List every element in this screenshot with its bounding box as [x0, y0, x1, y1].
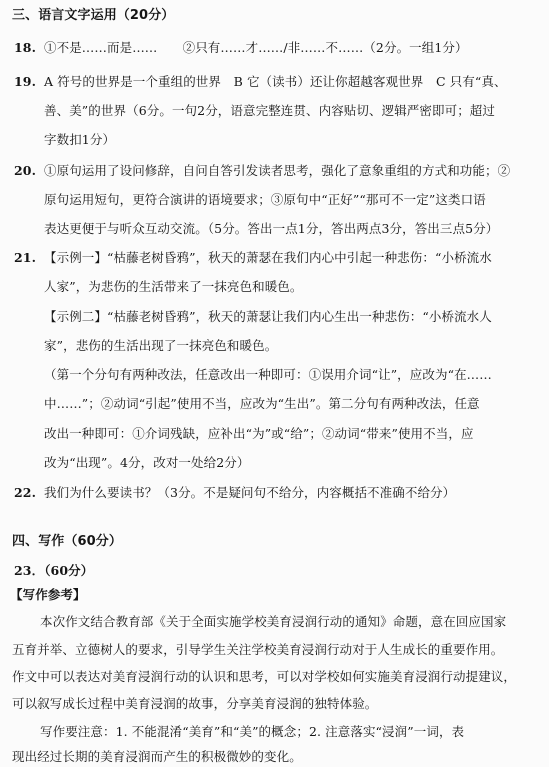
q19-line: A 符号的世界是一个重组的世界 B 它（读书）还让你超越客观世界 C 只有“真、	[44, 74, 507, 89]
q22-answer: 我们为什么要读书？（3分。不是疑问句不给分，内容概括不准确不给分）	[44, 485, 456, 500]
q20-line: 原句运用短句，更符合演讲的语境要求；③原句中“正好”“那可不一定”这类口语	[44, 192, 486, 207]
q20-line: ①原句运用了设问修辞，自问自答引发读者思考，强化了意象重组的方式和功能；②	[44, 163, 511, 178]
q21-line: （第一个分句有两种改法，任意改出一种即可：①误用介词“让”，应改为“在……	[44, 367, 492, 382]
para1-line: 五育并举、立德树人的要求，引导学生关注学校美育浸润行动对于人生成长的重要作用。	[12, 642, 504, 657]
section-4-title: 四、写作（60分）	[12, 534, 122, 549]
q18-number: 18.	[14, 40, 37, 55]
q19-line: 善、美”的世界（6分。一句2分，语意完整连贯、内容贴切、逻辑严密即可；超过	[44, 103, 495, 118]
q22-number: 22.	[14, 485, 37, 500]
q21-line: 【示例一】“枯藤老树昏鸦”，秋天的萧瑟在我们内心中引起一种悲伤：“小桥流水	[44, 250, 492, 265]
para2-line: 现出经过长期的美育浸润而产生的积极微妙的变化。	[12, 749, 302, 764]
q21-line: 【示例二】“枯藤老树昏鸦”，秋天的萧瑟让我们内心生出一种悲伤：“小桥流水人	[44, 309, 492, 324]
q20-number: 20.	[14, 163, 37, 178]
q21-line: 改为“出现”。4分，改对一处给2分）	[44, 455, 250, 470]
q21-line: 人家”，为悲伤的生活带来了一抹亮色和暖色。	[44, 279, 303, 294]
q20-line: 表达更便于与听众互动交流。（5分。答出一点1分，答出两点3分，答出三点5分）	[44, 221, 499, 236]
q21-line: 中……”；②动词“引起”使用不当，应改为“生出”。第二分句有两种改法，任意	[44, 396, 480, 411]
q21-line: 家”，悲伤的生活出现了一抹亮色和暖色。	[44, 338, 278, 353]
q21-line: 改出一种即可：①介词残缺，应补出“为”或“给”；②动词“带来”使用不当，应	[44, 426, 474, 441]
q21-number: 21.	[14, 250, 37, 265]
q18-answer: ①不是……而是…… ②只有……才……/非……不……（2分。一组1分）	[44, 40, 468, 55]
q19-line: 字数扣1分）	[44, 132, 116, 147]
para1-line: 本次作文结合教育部《关于全面实施学校美育浸润行动的通知》命题，意在回应国家	[40, 614, 507, 629]
writing-reference-title: 【写作参考】	[10, 587, 86, 602]
para2-line: 写作要注意：1. 不能混淆“美育”和“美”的概念；2. 注意落实“浸润”一词，表	[40, 724, 465, 739]
q19-number: 19.	[14, 74, 37, 89]
q23-heading: 23．（60分）	[14, 563, 94, 578]
para1-line: 可以叙写成长过程中美育浸润的故事，分享美育浸润的独特体验。	[12, 696, 378, 711]
para1-line: 作文中可以表达对美育浸润行动的认识和思考，可以对学校如何实施美育浸润行动提建议，	[12, 669, 517, 684]
section-3-title: 三、语言文字运用（20分）	[12, 8, 175, 23]
